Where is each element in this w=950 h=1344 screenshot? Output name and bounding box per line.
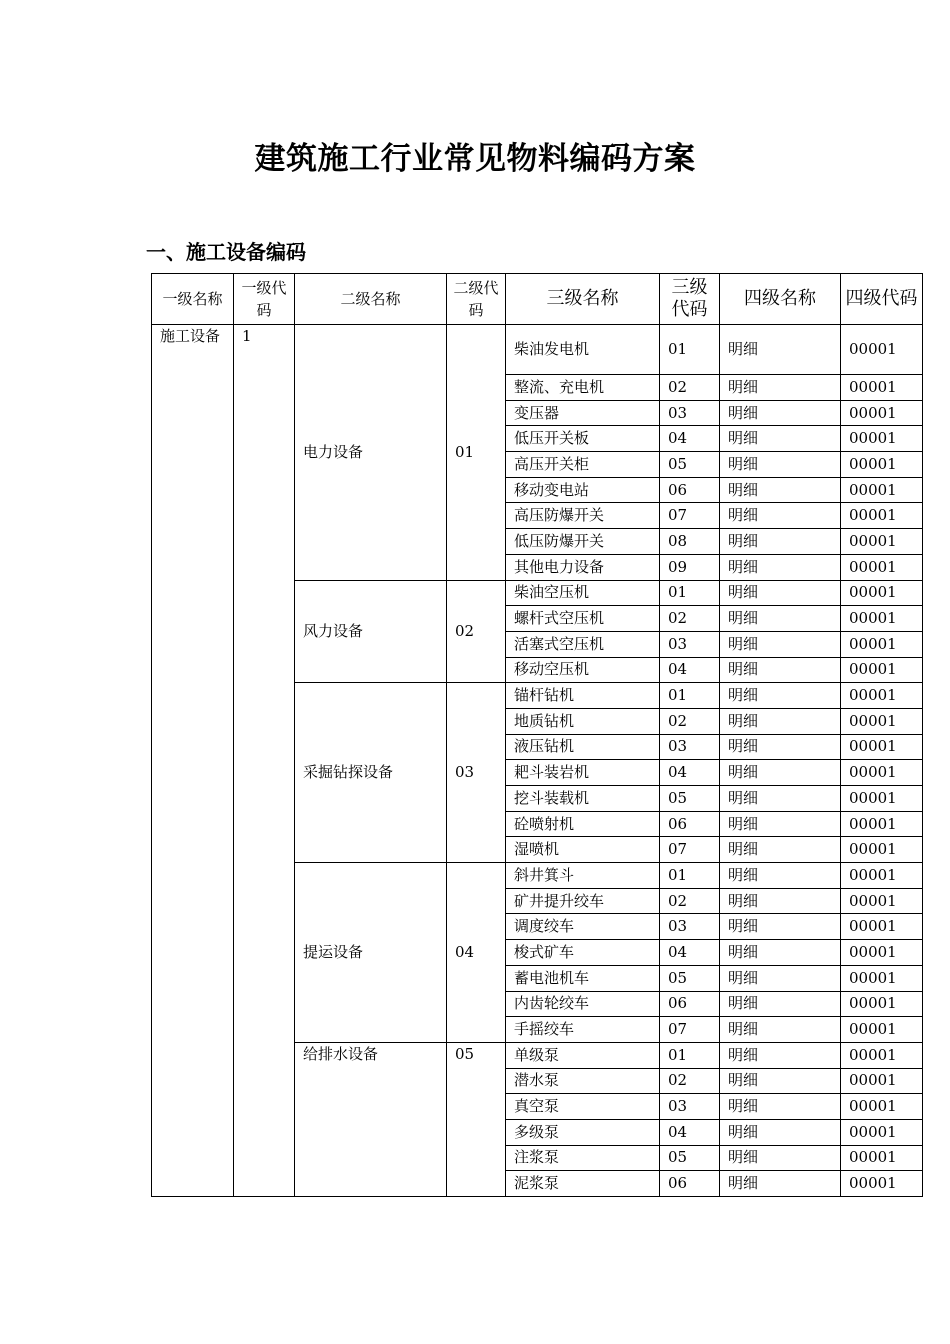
header-l1-name: 一级名称 xyxy=(152,274,234,325)
level4-name-cell: 明细 xyxy=(720,837,841,863)
level4-code-cell: 00001 xyxy=(841,554,923,580)
level4-name-cell: 明细 xyxy=(720,375,841,401)
level4-code-cell: 00001 xyxy=(841,914,923,940)
level3-code-cell: 05 xyxy=(660,786,720,812)
level3-name-cell: 整流、充电机 xyxy=(506,375,660,401)
level2-code-cell: 01 xyxy=(447,325,506,581)
level3-code-cell: 04 xyxy=(660,657,720,683)
level4-code-cell: 00001 xyxy=(841,1042,923,1068)
level4-code-cell: 00001 xyxy=(841,940,923,966)
level4-name-cell: 明细 xyxy=(720,811,841,837)
level4-code-cell: 00001 xyxy=(841,1017,923,1043)
level3-code-cell: 03 xyxy=(660,631,720,657)
level3-name-cell: 低压开关板 xyxy=(506,426,660,452)
level3-code-cell: 05 xyxy=(660,452,720,478)
level3-code-cell: 04 xyxy=(660,1119,720,1145)
level3-code-cell: 01 xyxy=(660,580,720,606)
level4-name-cell: 明细 xyxy=(720,708,841,734)
level4-code-cell: 00001 xyxy=(841,888,923,914)
level4-name-cell: 明细 xyxy=(720,606,841,632)
level3-code-cell: 02 xyxy=(660,888,720,914)
level4-name-cell: 明细 xyxy=(720,683,841,709)
level3-name-cell: 螺杆式空压机 xyxy=(506,606,660,632)
level4-code-cell: 00001 xyxy=(841,786,923,812)
level3-code-cell: 06 xyxy=(660,811,720,837)
level4-name-cell: 明细 xyxy=(720,863,841,889)
level2-name-cell: 提运设备 xyxy=(295,863,447,1043)
level4-code-cell: 00001 xyxy=(841,965,923,991)
level4-name-cell: 明细 xyxy=(720,760,841,786)
level4-name-cell: 明细 xyxy=(720,631,841,657)
level3-code-cell: 09 xyxy=(660,554,720,580)
level4-name-cell: 明细 xyxy=(720,940,841,966)
level3-name-cell: 低压防爆开关 xyxy=(506,529,660,555)
level3-name-cell: 调度绞车 xyxy=(506,914,660,940)
level4-code-cell: 00001 xyxy=(841,529,923,555)
level1-code-cell: 1 xyxy=(234,325,295,1197)
level4-name-cell: 明细 xyxy=(720,1145,841,1171)
level3-code-cell: 03 xyxy=(660,734,720,760)
level4-name-cell: 明细 xyxy=(720,914,841,940)
table-body xyxy=(152,325,923,1197)
level4-code-cell: 00001 xyxy=(841,631,923,657)
level4-code-cell: 00001 xyxy=(841,1068,923,1094)
level4-name-cell: 明细 xyxy=(720,1042,841,1068)
level3-name-cell: 地质钻机 xyxy=(506,708,660,734)
level2-name-cell: 给排水设备 xyxy=(295,1042,447,1196)
level4-code-cell: 00001 xyxy=(841,477,923,503)
level4-code-cell: 00001 xyxy=(841,452,923,478)
level4-code-cell: 00001 xyxy=(841,683,923,709)
level4-code-cell: 00001 xyxy=(841,657,923,683)
level1-name-cell: 施工设备 xyxy=(152,325,234,1197)
level3-name-cell: 湿喷机 xyxy=(506,837,660,863)
level3-code-cell: 07 xyxy=(660,1017,720,1043)
level3-name-cell: 活塞式空压机 xyxy=(506,631,660,657)
level3-name-cell: 变压器 xyxy=(506,400,660,426)
level3-code-cell: 06 xyxy=(660,991,720,1017)
level4-code-cell: 00001 xyxy=(841,863,923,889)
level3-name-cell: 潜水泵 xyxy=(506,1068,660,1094)
level3-name-cell: 单级泵 xyxy=(506,1042,660,1068)
level3-name-cell: 高压防爆开关 xyxy=(506,503,660,529)
level4-code-cell: 00001 xyxy=(841,606,923,632)
header-l1-code: 一级代码 xyxy=(234,274,295,325)
level4-code-cell: 00001 xyxy=(841,426,923,452)
level4-name-cell: 明细 xyxy=(720,529,841,555)
header-l3-name: 三级名称 xyxy=(506,274,660,325)
header-l4-name: 四级名称 xyxy=(720,274,841,325)
level3-code-cell: 07 xyxy=(660,503,720,529)
level4-name-cell: 明细 xyxy=(720,580,841,606)
header-l2-name: 二级名称 xyxy=(295,274,447,325)
level3-code-cell: 08 xyxy=(660,529,720,555)
level4-name-cell: 明细 xyxy=(720,786,841,812)
level4-code-cell: 00001 xyxy=(841,811,923,837)
level3-code-cell: 04 xyxy=(660,940,720,966)
level3-name-cell: 移动空压机 xyxy=(506,657,660,683)
level3-code-cell: 01 xyxy=(660,683,720,709)
level3-code-cell: 05 xyxy=(660,965,720,991)
level4-name-cell: 明细 xyxy=(720,734,841,760)
level3-name-cell: 矿井提升绞车 xyxy=(506,888,660,914)
level4-name-cell: 明细 xyxy=(720,554,841,580)
level4-name-cell: 明细 xyxy=(720,991,841,1017)
level4-name-cell: 明细 xyxy=(720,477,841,503)
level3-code-cell: 01 xyxy=(660,325,720,375)
level3-name-cell: 耙斗装岩机 xyxy=(506,760,660,786)
level3-code-cell: 02 xyxy=(660,375,720,401)
level4-name-cell: 明细 xyxy=(720,888,841,914)
level4-name-cell: 明细 xyxy=(720,657,841,683)
level3-name-cell: 砼喷射机 xyxy=(506,811,660,837)
level3-code-cell: 01 xyxy=(660,863,720,889)
level4-name-cell: 明细 xyxy=(720,1119,841,1145)
level2-name-cell: 采掘钻探设备 xyxy=(295,683,447,863)
level4-name-cell: 明细 xyxy=(720,1017,841,1043)
table-row xyxy=(152,325,923,375)
header-l2-code: 二级代码 xyxy=(447,274,506,325)
level3-name-cell: 蓄电池机车 xyxy=(506,965,660,991)
level3-name-cell: 真空泵 xyxy=(506,1094,660,1120)
level2-code-cell: 02 xyxy=(447,580,506,683)
level3-name-cell: 梭式矿车 xyxy=(506,940,660,966)
level3-name-cell: 泥浆泵 xyxy=(506,1171,660,1197)
level4-code-cell: 00001 xyxy=(841,400,923,426)
level4-name-cell: 明细 xyxy=(720,1068,841,1094)
document-title: 建筑施工行业常见物料编码方案 xyxy=(254,141,696,177)
level4-code-cell: 00001 xyxy=(841,375,923,401)
header-l3-code: 三级代码 xyxy=(660,274,720,325)
level2-name-cell: 风力设备 xyxy=(295,580,447,683)
level3-name-cell: 柴油发电机 xyxy=(506,325,660,375)
level4-code-cell: 00001 xyxy=(841,1171,923,1197)
level4-name-cell: 明细 xyxy=(720,325,841,375)
level4-code-cell: 00001 xyxy=(841,1094,923,1120)
level3-code-cell: 07 xyxy=(660,837,720,863)
level3-name-cell: 移动变电站 xyxy=(506,477,660,503)
level4-name-cell: 明细 xyxy=(720,452,841,478)
section-heading: 一、施工设备编码 xyxy=(146,240,306,264)
header-l4-code: 四级代码 xyxy=(841,274,923,325)
level3-name-cell: 斜井箕斗 xyxy=(506,863,660,889)
level4-code-cell: 00001 xyxy=(841,734,923,760)
level4-name-cell: 明细 xyxy=(720,1171,841,1197)
level2-code-cell: 05 xyxy=(447,1042,506,1196)
level3-name-cell: 多级泵 xyxy=(506,1119,660,1145)
level4-code-cell: 00001 xyxy=(841,991,923,1017)
level4-name-cell: 明细 xyxy=(720,1094,841,1120)
level3-name-cell: 高压开关柜 xyxy=(506,452,660,478)
level3-code-cell: 01 xyxy=(660,1042,720,1068)
level3-code-cell: 04 xyxy=(660,426,720,452)
level3-name-cell: 注浆泵 xyxy=(506,1145,660,1171)
level3-name-cell: 手摇绞车 xyxy=(506,1017,660,1043)
level3-name-cell: 锚杆钻机 xyxy=(506,683,660,709)
level4-name-cell: 明细 xyxy=(720,400,841,426)
level4-name-cell: 明细 xyxy=(720,503,841,529)
level4-code-cell: 00001 xyxy=(841,325,923,375)
level3-name-cell: 挖斗装载机 xyxy=(506,786,660,812)
level4-code-cell: 00001 xyxy=(841,503,923,529)
level3-name-cell: 其他电力设备 xyxy=(506,554,660,580)
header-row xyxy=(152,274,923,325)
level2-code-cell: 03 xyxy=(447,683,506,863)
level3-code-cell: 03 xyxy=(660,400,720,426)
level4-code-cell: 00001 xyxy=(841,1145,923,1171)
level3-code-cell: 05 xyxy=(660,1145,720,1171)
level3-code-cell: 02 xyxy=(660,1068,720,1094)
level3-code-cell: 02 xyxy=(660,708,720,734)
level3-name-cell: 内齿轮绞车 xyxy=(506,991,660,1017)
level4-code-cell: 00001 xyxy=(841,708,923,734)
level4-code-cell: 00001 xyxy=(841,837,923,863)
level4-name-cell: 明细 xyxy=(720,426,841,452)
level3-name-cell: 液压钻机 xyxy=(506,734,660,760)
level3-code-cell: 04 xyxy=(660,760,720,786)
material-code-table xyxy=(151,273,923,1197)
level3-code-cell: 06 xyxy=(660,477,720,503)
level4-code-cell: 00001 xyxy=(841,1119,923,1145)
level3-code-cell: 06 xyxy=(660,1171,720,1197)
level4-code-cell: 00001 xyxy=(841,580,923,606)
level3-name-cell: 柴油空压机 xyxy=(506,580,660,606)
level2-name-cell: 电力设备 xyxy=(295,325,447,581)
level3-code-cell: 03 xyxy=(660,914,720,940)
level3-code-cell: 03 xyxy=(660,1094,720,1120)
level4-name-cell: 明细 xyxy=(720,965,841,991)
level3-code-cell: 02 xyxy=(660,606,720,632)
level4-code-cell: 00001 xyxy=(841,760,923,786)
level2-code-cell: 04 xyxy=(447,863,506,1043)
